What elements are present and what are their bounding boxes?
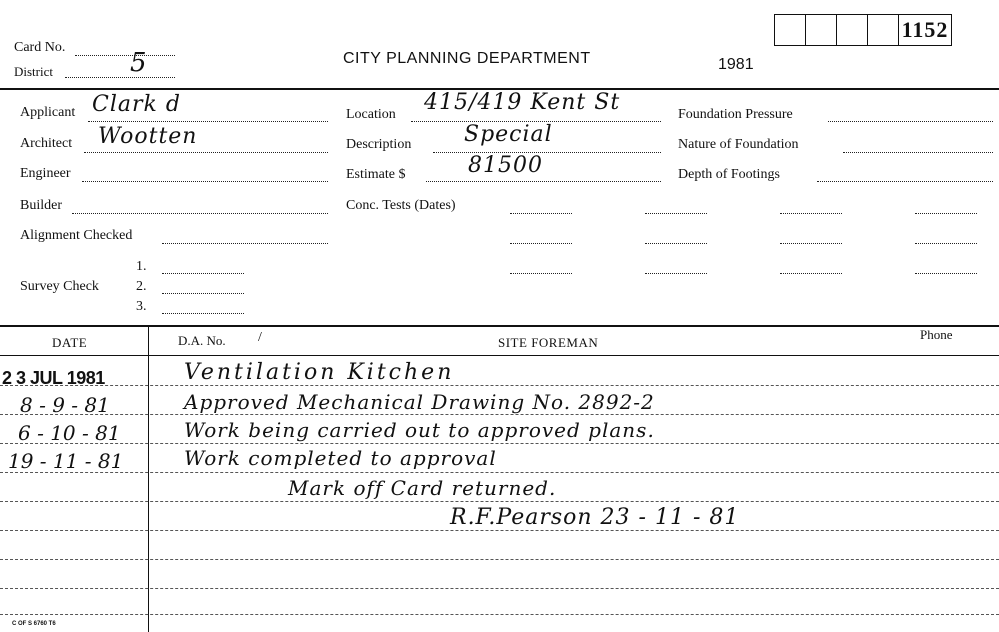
survey-check-label: Survey Check bbox=[20, 279, 99, 294]
engineer-line bbox=[82, 181, 328, 182]
survey-2-line bbox=[162, 293, 244, 294]
alignment-label: Alignment Checked bbox=[20, 228, 133, 243]
location-label: Location bbox=[346, 107, 396, 122]
architect-line bbox=[84, 152, 328, 153]
card-no-label: Card No. bbox=[14, 40, 66, 55]
conc-test-line bbox=[510, 243, 572, 244]
conc-test-line bbox=[915, 273, 977, 274]
number-box bbox=[837, 15, 868, 45]
survey-3-line bbox=[162, 313, 244, 314]
log-entry-date: 8 - 9 - 81 bbox=[20, 393, 110, 417]
card-no-line bbox=[75, 55, 175, 56]
card-year: 1981 bbox=[718, 56, 754, 73]
log-row-line bbox=[0, 443, 999, 444]
conc-test-line bbox=[645, 243, 707, 244]
district-line bbox=[65, 77, 175, 78]
log-row-line bbox=[0, 385, 999, 386]
log-entry-date: 6 - 10 - 81 bbox=[18, 421, 121, 445]
conc-test-line bbox=[780, 273, 842, 274]
number-box bbox=[868, 15, 899, 45]
conc-test-line bbox=[780, 213, 842, 214]
survey-1-line bbox=[162, 273, 244, 274]
log-top-rule bbox=[0, 325, 999, 327]
conc-test-line bbox=[780, 243, 842, 244]
log-row-line bbox=[0, 414, 999, 415]
conc-test-line bbox=[510, 273, 572, 274]
log-row-line bbox=[0, 614, 999, 615]
log-entry-date: 2 3 JUL 1981 bbox=[2, 368, 105, 388]
applicant-value: Clark d bbox=[92, 92, 181, 117]
depth-footings-line bbox=[817, 181, 993, 182]
log-entry-text: Ventilation Kitchen bbox=[184, 360, 455, 385]
log-da-no-header: D.A. No. bbox=[178, 333, 226, 348]
card-number-boxes bbox=[774, 14, 952, 46]
applicant-line bbox=[88, 121, 328, 122]
log-date-header: DATE bbox=[52, 335, 88, 350]
conc-test-line bbox=[915, 243, 977, 244]
builder-line bbox=[72, 213, 328, 214]
log-row-line bbox=[0, 588, 999, 589]
estimate-value: 81500 bbox=[468, 153, 543, 178]
number-box bbox=[806, 15, 837, 45]
log-entry-text: R.F.Pearson 23 - 11 - 81 bbox=[450, 505, 740, 530]
log-entry-text: Approved Mechanical Drawing No. 2892-2 bbox=[184, 390, 655, 414]
foundation-pressure-label: Foundation Pressure bbox=[678, 107, 793, 122]
alignment-line bbox=[162, 243, 328, 244]
survey-2-label: 2. bbox=[136, 279, 147, 294]
estimate-label: Estimate $ bbox=[346, 167, 406, 182]
log-entry-date: 19 - 11 - 81 bbox=[8, 449, 124, 473]
log-column-divider bbox=[148, 326, 149, 632]
builder-label: Builder bbox=[20, 198, 62, 213]
survey-1-label: 1. bbox=[136, 259, 147, 274]
log-da-no-mark: / bbox=[258, 330, 262, 345]
description-value: Special bbox=[464, 122, 553, 147]
district-value: 5 bbox=[130, 48, 148, 78]
department-title: CITY PLANNING DEPARTMENT bbox=[343, 50, 591, 67]
survey-3-label: 3. bbox=[136, 299, 147, 314]
district-label: District bbox=[14, 64, 53, 79]
nature-foundation-line bbox=[843, 152, 993, 153]
conc-test-line bbox=[645, 273, 707, 274]
depth-footings-label: Depth of Footings bbox=[678, 167, 780, 182]
conc-test-line bbox=[915, 213, 977, 214]
log-row-line bbox=[0, 530, 999, 531]
log-entry-text: Work completed to approval bbox=[184, 446, 497, 470]
log-row-line bbox=[0, 472, 999, 473]
log-entry-text: Mark off Card returned. bbox=[288, 476, 557, 500]
estimate-line bbox=[426, 181, 661, 182]
location-value: 415/419 Kent St bbox=[424, 90, 621, 115]
conc-test-line bbox=[510, 213, 572, 214]
log-entry-text: Work being carried out to approved plans. bbox=[184, 418, 655, 442]
nature-foundation-label: Nature of Foundation bbox=[678, 137, 799, 152]
architect-value: Wootten bbox=[98, 124, 198, 149]
engineer-label: Engineer bbox=[20, 166, 71, 181]
conc-test-line bbox=[645, 213, 707, 214]
log-phone-header: Phone bbox=[920, 327, 953, 342]
card-number: 1152 bbox=[901, 17, 949, 42]
foundation-pressure-line bbox=[828, 121, 993, 122]
architect-label: Architect bbox=[20, 136, 73, 151]
conc-tests-label: Conc. Tests (Dates) bbox=[346, 198, 456, 213]
applicant-label: Applicant bbox=[20, 105, 76, 120]
log-header-rule bbox=[0, 355, 999, 356]
number-box bbox=[775, 15, 806, 45]
form-code: C OF S 6760 T6 bbox=[12, 621, 56, 627]
log-site-foreman-header: SITE FOREMAN bbox=[498, 335, 599, 350]
description-label: Description bbox=[346, 137, 412, 152]
log-row-line bbox=[0, 501, 999, 502]
log-row-line bbox=[0, 559, 999, 560]
